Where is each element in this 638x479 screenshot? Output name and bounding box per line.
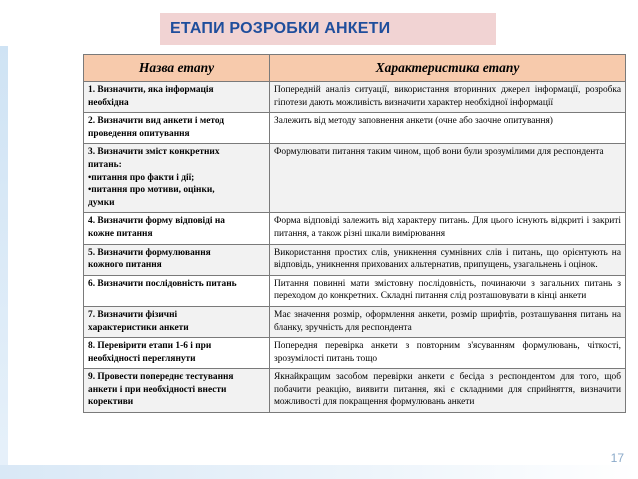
description-cell: Залежить від методу заповнення анкети (очне або заочне опитування) bbox=[270, 113, 626, 144]
description-cell: Формулювати питання таким чином, щоб вони були зрозумілими для респондента bbox=[270, 144, 626, 213]
column-header-stage: Назва етапу bbox=[84, 55, 270, 82]
stage-line: проведення опитування bbox=[88, 128, 190, 139]
description-cell: Використання простих слів, уникнення сумнівних слів і питань, що орієнтують на відповідь, уникнення прихованих альтернатив, припущень, узагальнень і оцінок. bbox=[270, 244, 626, 275]
page-number: 17 bbox=[610, 451, 624, 465]
description-cell: Форма відповіді залежить від характеру питань. Для цього існують відкриті і закриті питання, а також різні шкали вимірювання bbox=[270, 213, 626, 244]
table-row bbox=[84, 82, 626, 113]
table-row bbox=[84, 213, 626, 244]
stage-line: 3. Визначити зміст конкретних bbox=[88, 147, 220, 158]
stage-line: 1. Визначити, яка інформація bbox=[88, 85, 214, 95]
description-cell: Якнайкращим засобом перевірки анкети є бесіда з респондентом для того, щоб побачити реакцію, виявити питання, які є складними для сприйняття, визначити можливості для покращення формулювань анкети bbox=[270, 369, 626, 413]
stage-cell bbox=[84, 82, 270, 113]
stage-line: необхідна bbox=[88, 97, 129, 108]
table-header-row bbox=[84, 55, 626, 82]
bottom-decor-band bbox=[0, 465, 638, 479]
table-row bbox=[84, 113, 626, 144]
table-row bbox=[84, 275, 626, 306]
stage-line: 9. Провести попереднє тестування bbox=[88, 372, 234, 383]
stage-line: анкети і при необхідності внести bbox=[88, 384, 227, 395]
stage-cell bbox=[84, 338, 270, 369]
stage-line: кожного питання bbox=[88, 260, 162, 271]
left-decor-bar bbox=[0, 46, 8, 479]
stage-line: необхідності переглянути bbox=[88, 353, 196, 364]
description-cell: Попередня перевірка анкети з повторним з'ясуванням формулювань, чіткості, зрозумілості питань тощо bbox=[270, 338, 626, 369]
description-cell: Має значення розмір, оформлення анкети, розмір шрифтів, розташування питань на бланку, зручність для респондента bbox=[270, 306, 626, 337]
stage-line: •питання про мотиви, оцінки, bbox=[88, 185, 215, 196]
stage-line: корективи bbox=[88, 397, 134, 408]
table-row bbox=[84, 244, 626, 275]
stage-line: кожне питання bbox=[88, 228, 153, 239]
stage-line: •питання про факти і дії; bbox=[88, 172, 195, 183]
column-header-description: Характеристика етапу bbox=[270, 55, 626, 82]
stage-cell bbox=[84, 275, 270, 306]
stage-line: 2. Визначити вид анкети і метод bbox=[88, 116, 225, 127]
slide-title: ЕТАПИ РОЗРОБКИ АНКЕТИ bbox=[170, 20, 391, 37]
table-row bbox=[84, 306, 626, 337]
stage-line: 8. Перевірити етапи 1-6 і при bbox=[88, 341, 212, 352]
table-row bbox=[84, 144, 626, 213]
stage-line: характеристики анкети bbox=[88, 322, 189, 333]
table-row bbox=[84, 338, 626, 369]
description-cell: Попередній аналіз ситуації, використання вторинних джерел інформації, розробка гіпотези дають можливість визначити характер необхідної інформації bbox=[270, 82, 626, 113]
stage-cell bbox=[84, 306, 270, 337]
stage-cell bbox=[84, 369, 270, 413]
table-row bbox=[84, 369, 626, 413]
stage-cell bbox=[84, 144, 270, 213]
stages-table bbox=[83, 54, 626, 413]
stage-cell bbox=[84, 113, 270, 144]
stage-line: 6. Визначити послідовність питань bbox=[88, 278, 237, 289]
stage-line: думки bbox=[88, 197, 115, 208]
description-cell: Питання повинні мати змістовну послідовність, починаючи з загальних питань з переходом до конкретних. Складні питання слід розташовувати в кінці анкети bbox=[270, 275, 626, 306]
stage-line: 7. Визначити фізичні bbox=[88, 309, 178, 320]
slide-title-box bbox=[160, 13, 496, 45]
stage-cell bbox=[84, 213, 270, 244]
stage-cell bbox=[84, 244, 270, 275]
stage-line: 5. Визначити формулювання bbox=[88, 247, 211, 258]
stage-line: 4. Визначити форму відповіді на bbox=[88, 216, 225, 227]
stage-line: питань: bbox=[88, 159, 122, 170]
